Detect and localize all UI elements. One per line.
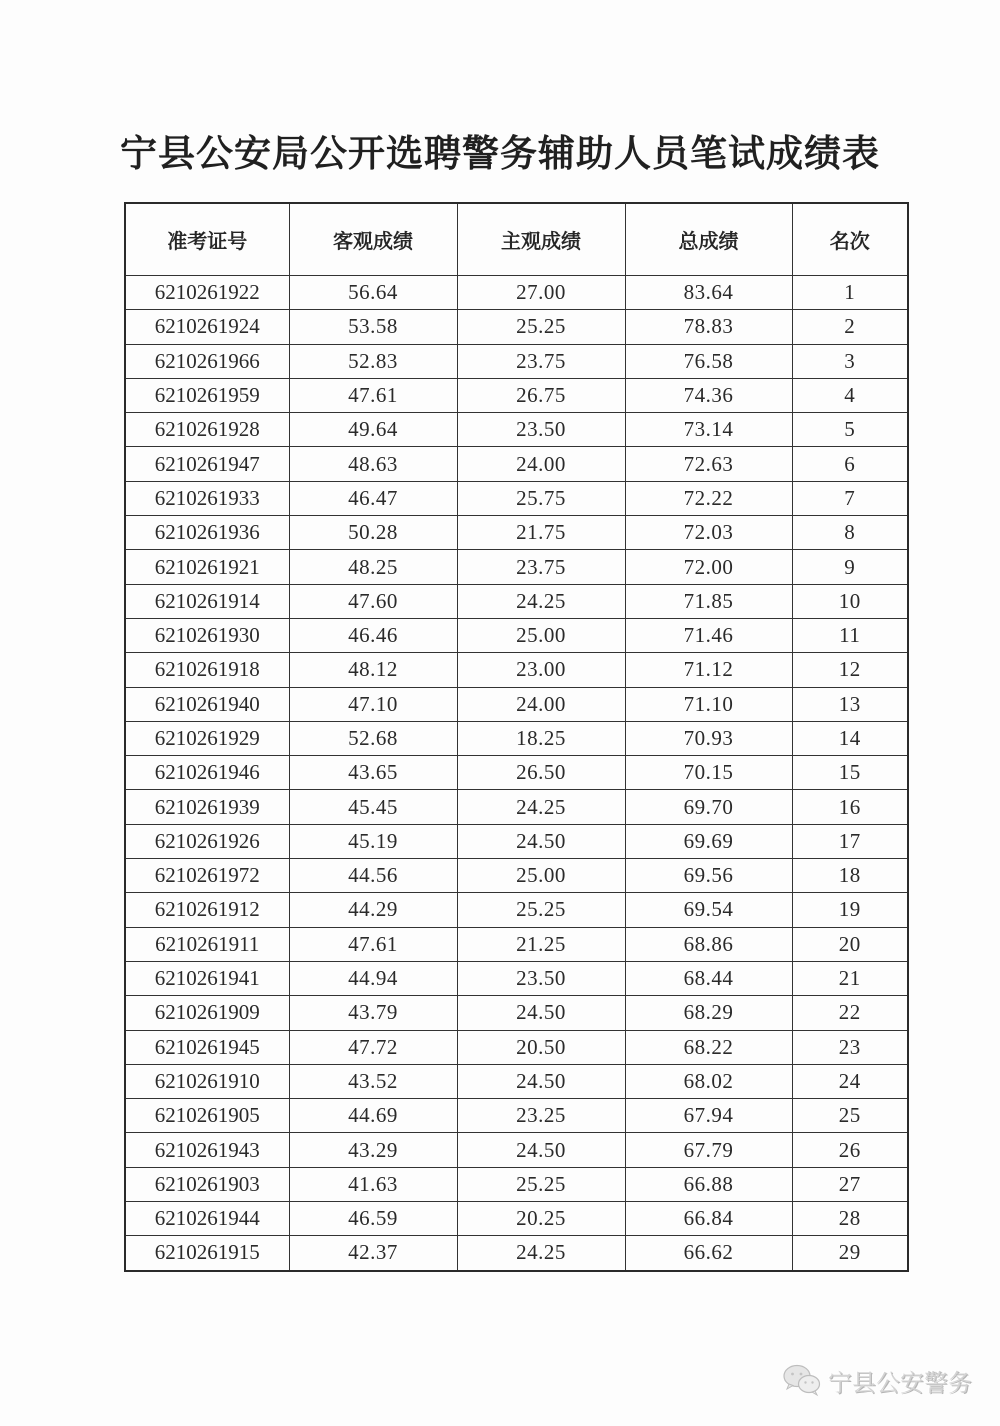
exam-id-cell: 6210261947 bbox=[125, 447, 289, 481]
objective-score-cell: 42.37 bbox=[289, 1236, 457, 1271]
exam-id-cell: 6210261946 bbox=[125, 756, 289, 790]
total-score-cell: 69.54 bbox=[625, 893, 792, 927]
table-row bbox=[125, 378, 908, 412]
exam-id-cell: 6210261930 bbox=[125, 618, 289, 652]
exam-id-cell: 6210261939 bbox=[125, 790, 289, 824]
rank-cell: 21 bbox=[792, 961, 908, 995]
objective-score-cell: 56.64 bbox=[289, 276, 457, 310]
table-row bbox=[125, 721, 908, 755]
subjective-score-cell: 20.25 bbox=[457, 1202, 625, 1236]
subjective-score-cell: 24.50 bbox=[457, 1133, 625, 1167]
table-row bbox=[125, 859, 908, 893]
exam-id-cell: 6210261928 bbox=[125, 413, 289, 447]
subjective-score-cell: 23.00 bbox=[457, 653, 625, 687]
total-score-cell: 66.88 bbox=[625, 1167, 792, 1201]
table-row bbox=[125, 413, 908, 447]
table-body bbox=[125, 276, 908, 1271]
total-score-cell: 68.22 bbox=[625, 1030, 792, 1064]
objective-score-cell: 48.12 bbox=[289, 653, 457, 687]
subjective-score-cell: 24.50 bbox=[457, 824, 625, 858]
objective-score-cell: 47.61 bbox=[289, 378, 457, 412]
objective-score-cell: 47.60 bbox=[289, 584, 457, 618]
exam-id-cell: 6210261940 bbox=[125, 687, 289, 721]
rank-cell: 28 bbox=[792, 1202, 908, 1236]
subjective-score-cell: 24.00 bbox=[457, 447, 625, 481]
table-row bbox=[125, 276, 908, 310]
subjective-score-cell: 24.00 bbox=[457, 687, 625, 721]
subjective-score-cell: 25.25 bbox=[457, 1167, 625, 1201]
table-row bbox=[125, 310, 908, 344]
objective-score-cell: 44.94 bbox=[289, 961, 457, 995]
objective-score-cell: 46.47 bbox=[289, 481, 457, 515]
objective-score-cell: 44.29 bbox=[289, 893, 457, 927]
watermark-text: 宁县公安警务 bbox=[828, 1368, 972, 1397]
rank-cell: 4 bbox=[792, 378, 908, 412]
rank-cell: 12 bbox=[792, 653, 908, 687]
total-score-cell: 76.58 bbox=[625, 344, 792, 378]
subjective-score-cell: 24.25 bbox=[457, 584, 625, 618]
rank-cell: 29 bbox=[792, 1236, 908, 1271]
exam-id-cell: 6210261914 bbox=[125, 584, 289, 618]
table-row bbox=[125, 1030, 908, 1064]
exam-id-cell: 6210261933 bbox=[125, 481, 289, 515]
header-row bbox=[125, 203, 908, 276]
subjective-score-cell: 24.50 bbox=[457, 996, 625, 1030]
total-score-cell: 67.94 bbox=[625, 1099, 792, 1133]
subjective-score-cell: 26.75 bbox=[457, 378, 625, 412]
total-score-cell: 68.44 bbox=[625, 961, 792, 995]
rank-cell: 18 bbox=[792, 859, 908, 893]
exam-id-cell: 6210261903 bbox=[125, 1167, 289, 1201]
total-score-cell: 66.84 bbox=[625, 1202, 792, 1236]
table-row bbox=[125, 687, 908, 721]
objective-score-cell: 47.72 bbox=[289, 1030, 457, 1064]
exam-id-cell: 6210261959 bbox=[125, 378, 289, 412]
table-row bbox=[125, 824, 908, 858]
total-score-cell: 72.63 bbox=[625, 447, 792, 481]
subjective-score-cell: 26.50 bbox=[457, 756, 625, 790]
exam-id-cell: 6210261915 bbox=[125, 1236, 289, 1271]
subjective-score-cell: 23.25 bbox=[457, 1099, 625, 1133]
objective-score-cell: 43.29 bbox=[289, 1133, 457, 1167]
objective-score-cell: 46.46 bbox=[289, 618, 457, 652]
rank-cell: 25 bbox=[792, 1099, 908, 1133]
exam-id-cell: 6210261912 bbox=[125, 893, 289, 927]
objective-score-cell: 52.68 bbox=[289, 721, 457, 755]
header-total-score: 总成绩 bbox=[625, 203, 792, 276]
exam-id-cell: 6210261922 bbox=[125, 276, 289, 310]
subjective-score-cell: 21.75 bbox=[457, 516, 625, 550]
objective-score-cell: 45.45 bbox=[289, 790, 457, 824]
total-score-cell: 69.69 bbox=[625, 824, 792, 858]
watermark bbox=[782, 1362, 972, 1398]
rank-cell: 15 bbox=[792, 756, 908, 790]
exam-id-cell: 6210261926 bbox=[125, 824, 289, 858]
objective-score-cell: 44.69 bbox=[289, 1099, 457, 1133]
objective-score-cell: 53.58 bbox=[289, 310, 457, 344]
table-row bbox=[125, 481, 908, 515]
total-score-cell: 71.85 bbox=[625, 584, 792, 618]
table-row bbox=[125, 756, 908, 790]
objective-score-cell: 43.79 bbox=[289, 996, 457, 1030]
objective-score-cell: 50.28 bbox=[289, 516, 457, 550]
rank-cell: 16 bbox=[792, 790, 908, 824]
rank-cell: 17 bbox=[792, 824, 908, 858]
total-score-cell: 70.93 bbox=[625, 721, 792, 755]
objective-score-cell: 48.63 bbox=[289, 447, 457, 481]
subjective-score-cell: 25.25 bbox=[457, 310, 625, 344]
exam-id-cell: 6210261972 bbox=[125, 859, 289, 893]
exam-id-cell: 6210261905 bbox=[125, 1099, 289, 1133]
total-score-cell: 69.56 bbox=[625, 859, 792, 893]
table-row bbox=[125, 516, 908, 550]
total-score-cell: 70.15 bbox=[625, 756, 792, 790]
rank-cell: 6 bbox=[792, 447, 908, 481]
subjective-score-cell: 25.25 bbox=[457, 893, 625, 927]
table-row bbox=[125, 447, 908, 481]
objective-score-cell: 46.59 bbox=[289, 1202, 457, 1236]
exam-id-cell: 6210261921 bbox=[125, 550, 289, 584]
table-row bbox=[125, 893, 908, 927]
table-row bbox=[125, 1133, 908, 1167]
rank-cell: 14 bbox=[792, 721, 908, 755]
objective-score-cell: 43.65 bbox=[289, 756, 457, 790]
rank-cell: 19 bbox=[792, 893, 908, 927]
rank-cell: 22 bbox=[792, 996, 908, 1030]
table-row bbox=[125, 1064, 908, 1098]
exam-id-cell: 6210261943 bbox=[125, 1133, 289, 1167]
total-score-cell: 66.62 bbox=[625, 1236, 792, 1271]
total-score-cell: 74.36 bbox=[625, 378, 792, 412]
table-row bbox=[125, 584, 908, 618]
exam-id-cell: 6210261909 bbox=[125, 996, 289, 1030]
page-title: 宁县公安局公开选聘警务辅助人员笔试成绩表 bbox=[120, 132, 880, 175]
rank-cell: 26 bbox=[792, 1133, 908, 1167]
subjective-score-cell: 20.50 bbox=[457, 1030, 625, 1064]
subjective-score-cell: 27.00 bbox=[457, 276, 625, 310]
objective-score-cell: 43.52 bbox=[289, 1064, 457, 1098]
table-row bbox=[125, 996, 908, 1030]
total-score-cell: 71.10 bbox=[625, 687, 792, 721]
total-score-cell: 78.83 bbox=[625, 310, 792, 344]
exam-id-cell: 6210261929 bbox=[125, 721, 289, 755]
rank-cell: 24 bbox=[792, 1064, 908, 1098]
rank-cell: 9 bbox=[792, 550, 908, 584]
table-row bbox=[125, 1236, 908, 1271]
subjective-score-cell: 25.75 bbox=[457, 481, 625, 515]
score-table bbox=[124, 202, 909, 1272]
header-exam-id: 准考证号 bbox=[125, 203, 289, 276]
total-score-cell: 72.03 bbox=[625, 516, 792, 550]
subjective-score-cell: 25.00 bbox=[457, 859, 625, 893]
table-row bbox=[125, 1202, 908, 1236]
objective-score-cell: 52.83 bbox=[289, 344, 457, 378]
total-score-cell: 69.70 bbox=[625, 790, 792, 824]
table-row bbox=[125, 927, 908, 961]
rank-cell: 1 bbox=[792, 276, 908, 310]
table-row bbox=[125, 653, 908, 687]
total-score-cell: 68.29 bbox=[625, 996, 792, 1030]
exam-id-cell: 6210261944 bbox=[125, 1202, 289, 1236]
subjective-score-cell: 25.00 bbox=[457, 618, 625, 652]
objective-score-cell: 47.10 bbox=[289, 687, 457, 721]
exam-id-cell: 6210261945 bbox=[125, 1030, 289, 1064]
header-objective-score: 客观成绩 bbox=[289, 203, 457, 276]
total-score-cell: 67.79 bbox=[625, 1133, 792, 1167]
rank-cell: 13 bbox=[792, 687, 908, 721]
subjective-score-cell: 23.75 bbox=[457, 550, 625, 584]
subjective-score-cell: 23.50 bbox=[457, 961, 625, 995]
objective-score-cell: 45.19 bbox=[289, 824, 457, 858]
total-score-cell: 73.14 bbox=[625, 413, 792, 447]
objective-score-cell: 44.56 bbox=[289, 859, 457, 893]
subjective-score-cell: 24.25 bbox=[457, 1236, 625, 1271]
header-rank: 名次 bbox=[792, 203, 908, 276]
table-row bbox=[125, 344, 908, 378]
rank-cell: 7 bbox=[792, 481, 908, 515]
subjective-score-cell: 24.50 bbox=[457, 1064, 625, 1098]
exam-id-cell: 6210261924 bbox=[125, 310, 289, 344]
table-row bbox=[125, 1099, 908, 1133]
total-score-cell: 72.00 bbox=[625, 550, 792, 584]
total-score-cell: 71.46 bbox=[625, 618, 792, 652]
rank-cell: 23 bbox=[792, 1030, 908, 1064]
header-subjective-score: 主观成绩 bbox=[457, 203, 625, 276]
exam-id-cell: 6210261911 bbox=[125, 927, 289, 961]
exam-id-cell: 6210261918 bbox=[125, 653, 289, 687]
objective-score-cell: 49.64 bbox=[289, 413, 457, 447]
exam-id-cell: 6210261941 bbox=[125, 961, 289, 995]
total-score-cell: 72.22 bbox=[625, 481, 792, 515]
subjective-score-cell: 23.75 bbox=[457, 344, 625, 378]
exam-id-cell: 6210261936 bbox=[125, 516, 289, 550]
objective-score-cell: 47.61 bbox=[289, 927, 457, 961]
rank-cell: 10 bbox=[792, 584, 908, 618]
subjective-score-cell: 18.25 bbox=[457, 721, 625, 755]
table-row bbox=[125, 618, 908, 652]
table-row bbox=[125, 1167, 908, 1201]
rank-cell: 11 bbox=[792, 618, 908, 652]
rank-cell: 2 bbox=[792, 310, 908, 344]
exam-id-cell: 6210261966 bbox=[125, 344, 289, 378]
rank-cell: 8 bbox=[792, 516, 908, 550]
table-row bbox=[125, 790, 908, 824]
subjective-score-cell: 24.25 bbox=[457, 790, 625, 824]
rank-cell: 20 bbox=[792, 927, 908, 961]
objective-score-cell: 41.63 bbox=[289, 1167, 457, 1201]
wechat-icon bbox=[782, 1363, 822, 1397]
total-score-cell: 83.64 bbox=[625, 276, 792, 310]
total-score-cell: 71.12 bbox=[625, 653, 792, 687]
objective-score-cell: 48.25 bbox=[289, 550, 457, 584]
rank-cell: 27 bbox=[792, 1167, 908, 1201]
table-row bbox=[125, 961, 908, 995]
exam-id-cell: 6210261910 bbox=[125, 1064, 289, 1098]
rank-cell: 3 bbox=[792, 344, 908, 378]
rank-cell: 5 bbox=[792, 413, 908, 447]
total-score-cell: 68.02 bbox=[625, 1064, 792, 1098]
total-score-cell: 68.86 bbox=[625, 927, 792, 961]
subjective-score-cell: 21.25 bbox=[457, 927, 625, 961]
table-row bbox=[125, 550, 908, 584]
subjective-score-cell: 23.50 bbox=[457, 413, 625, 447]
